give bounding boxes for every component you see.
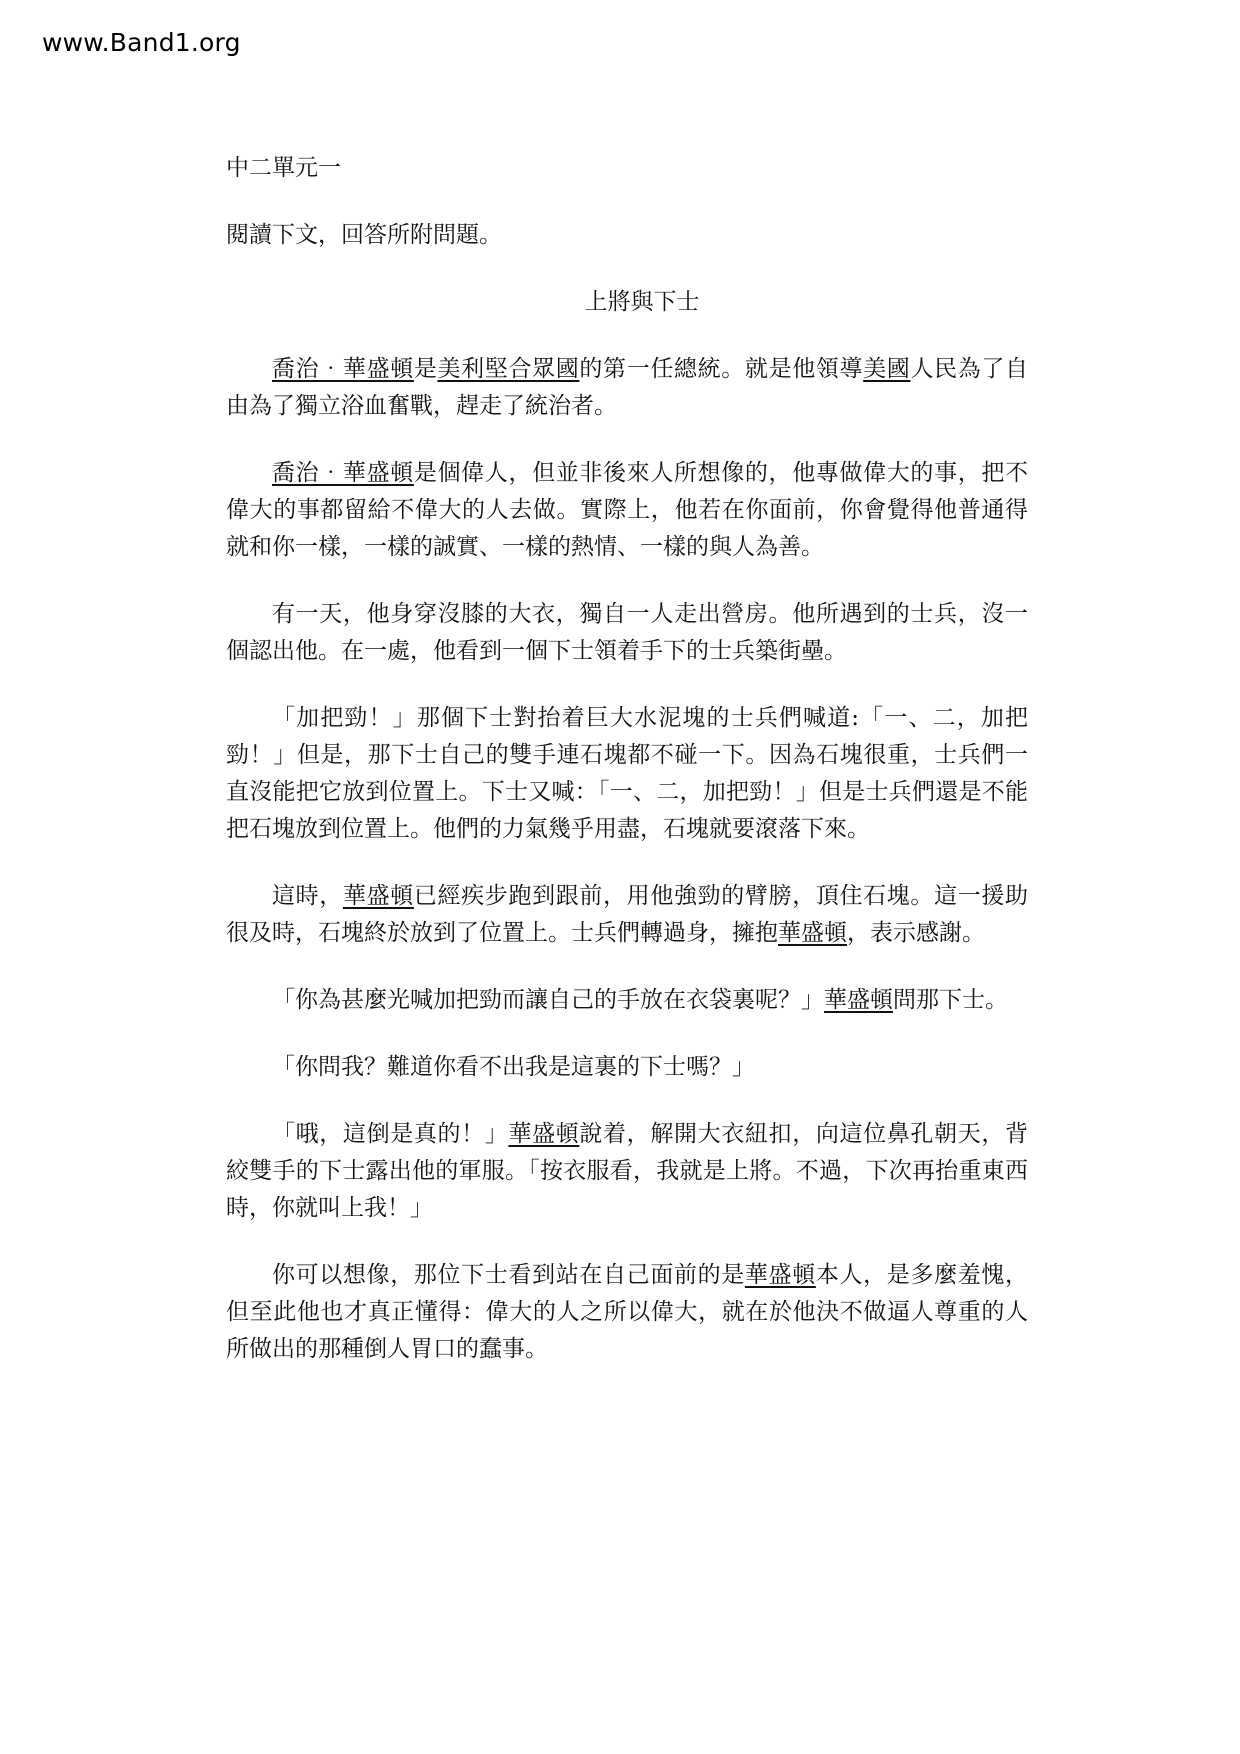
proper-name: 喬治‧華盛頓 [272,356,414,382]
paragraph-text: 已經疾步跑到跟前，用他強勁的臂膀，頂住石塊。這一援助很及時，石塊終於放到了位置上。士兵們轉過身，擁抱 [226,883,1029,946]
paragraph-text: 這時， [272,883,343,909]
paragraph-text: 有一天，他身穿沒膝的大衣，獨自一人走出營房。他所遇到的士兵，沒一個認出他。在一處，他看到一個下士領着手下的士兵築街壘。 [226,601,1028,664]
paragraph-2 [226,455,1028,566]
paragraph-4 [226,700,1028,848]
proper-name: 華盛頓 [744,1262,816,1288]
paragraph-text: 「加把勁！」那個下士對抬着巨大水泥塊的士兵們喊道:「一、二，加把勁！」但是，那下士自己的雙手連石塊都不碰一下。因為石塊很重，士兵們一直沒能把它放到位置上。下士又喊：「一、二，加把勁！」但是士兵們還是不能把石塊放到位置上。他們的力氣幾乎用盡，石塊就要滾落下來。 [226,705,1028,842]
paragraph-8 [226,1116,1028,1227]
watermark: www.Band1.org [42,28,241,57]
paragraph-text: ，表示感謝。 [847,920,985,946]
proper-name: 華盛頓 [824,987,893,1013]
proper-name: 華盛頓 [342,883,414,909]
paragraph-6 [226,982,1028,1019]
paragraph-text: 人民為了自由為了獨立浴血奮戰，趕走了統治者。 [226,356,1029,419]
proper-name: 喬治‧華盛頓 [272,460,414,486]
paragraph-text: 問那下士。 [893,987,1008,1013]
paragraph-text: 是個偉人，但並非後來人所想像的，他專做偉大的事，把不偉大的事都留給不偉大的人去做。實際上，他若在你面前，你會覺得他普通得就和你一樣，一樣的誠實、一樣的熱情、一樣的與人為善。 [226,460,1029,560]
paragraph-text: 說着，解開大衣紐扣，向這位鼻孔朝天，背絞雙手的下士露出他的軍服。「按衣服看，我就是上將。不過，下次再抬重東西時，你就叫上我！」 [226,1121,1029,1221]
paragraph-1 [226,351,1028,425]
paragraph-text: 的第一任總統。就是他領導 [579,356,864,382]
paragraph-3 [226,596,1028,670]
paragraph-text: 本人，是多麼羞愧，但至此他也才真正懂得：偉大的人之所以偉大，就在於他決不做逼人尊重的人所做出的那種倒人胃口的蠢事。 [226,1262,1029,1362]
paragraph-text: 是 [413,356,438,382]
essay-paragraphs [226,351,1028,1368]
proper-name: 華盛頓 [508,1121,580,1147]
essay-title: 上將與下士 [584,289,700,315]
proper-name: 美利堅合眾國 [437,356,580,382]
paragraph-text: 「你為甚麼光喊加把勁而讓自己的手放在衣袋裏呢？」 [272,987,824,1013]
proper-name: 美國 [863,356,911,382]
paragraph-5 [226,878,1028,952]
paragraph-text: 「哦，這倒是真的！」 [272,1121,509,1147]
paragraph-text: 「你問我？難道你看不出我是這裏的下士嗎？」 [272,1054,755,1080]
paragraph-9 [226,1257,1028,1368]
paragraph-7 [226,1049,1028,1086]
proper-name: 華盛頓 [778,920,847,946]
unit-title: 中二單元一 [226,155,341,181]
document-body [226,150,1028,1398]
paragraph-text: 你可以想像，那位下士看到站在自己面前的是 [272,1262,745,1288]
instruction: 閱讀下文，回答所附問題。 [226,222,502,248]
